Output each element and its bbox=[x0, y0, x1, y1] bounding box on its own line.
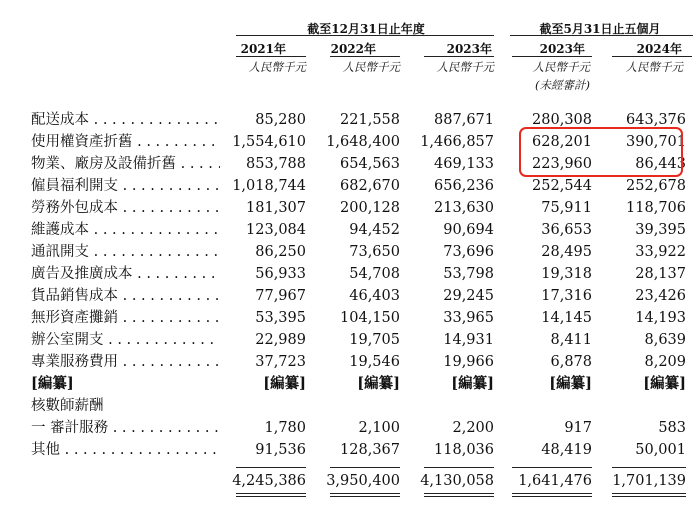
cell-depreciation-right-of-use-col5: 390,701 bbox=[626, 134, 686, 150]
cell-professional-fees-col5: 8,209 bbox=[644, 354, 686, 370]
unit-2021: 人民幣千元 bbox=[248, 60, 306, 74]
cell-maintenance-cost-col2: 94,452 bbox=[349, 222, 400, 238]
row-label-amortization-intangibles: 無形資產攤銷 . . . bbox=[31, 308, 220, 328]
row-label-office-expense: 辦公室開支 . . . bbox=[31, 330, 220, 350]
cell-delivery-cost-col4: 280,308 bbox=[532, 112, 592, 128]
cell-delivery-cost-col3: 887,671 bbox=[434, 112, 494, 128]
total-double-rule-col3-2 bbox=[424, 496, 494, 497]
cell-delivery-cost-col2: 221,558 bbox=[340, 112, 400, 128]
cell-maintenance-cost-col5: 39,395 bbox=[635, 222, 686, 238]
cell-others-col3: 118,036 bbox=[434, 442, 494, 458]
cell-depreciation-right-of-use-col1: 1,554,610 bbox=[232, 134, 306, 150]
total-top-rule-col5 bbox=[612, 467, 686, 468]
row-label-communication-expense: 通訊開支 . . . bbox=[31, 242, 220, 262]
total-top-rule-col3 bbox=[424, 467, 494, 468]
cell-communication-expense-col2: 73,650 bbox=[349, 244, 400, 260]
cell-cost-of-goods-sold-col5: 23,426 bbox=[635, 288, 686, 304]
cell-redacted-col4: [編纂] bbox=[549, 375, 592, 392]
cell-office-expense-col4: 8,411 bbox=[550, 332, 592, 348]
year-2024-five-months: 2024年 bbox=[636, 42, 682, 56]
row-label-auditor-remuneration: 核數師薪酬 bbox=[31, 398, 104, 414]
cell-office-expense-col5: 8,639 bbox=[644, 332, 686, 348]
row-label-cost-of-goods-sold: 貨品銷售成本 . . . bbox=[31, 286, 220, 306]
total-top-rule-col1 bbox=[236, 467, 306, 468]
total-top-rule-col4 bbox=[512, 467, 592, 468]
row-label-maintenance-cost: 維護成本 . . . bbox=[31, 220, 220, 240]
year-2023: 2023年 bbox=[446, 42, 492, 56]
total-value-col3: 4,130,058 bbox=[420, 473, 494, 489]
total-double-rule-col5-2 bbox=[612, 496, 686, 497]
total-double-rule-col2-2 bbox=[330, 496, 400, 497]
total-double-rule-col1-1 bbox=[236, 493, 306, 494]
cell-depreciation-ppe-col3: 469,133 bbox=[434, 156, 494, 172]
cell-maintenance-cost-col1: 123,084 bbox=[246, 222, 306, 238]
total-value-col1: 4,245,386 bbox=[232, 473, 306, 489]
year-rule-2022 bbox=[330, 56, 400, 57]
cell-audit-services-col1: 1,780 bbox=[264, 420, 306, 436]
cell-others-col5: 50,001 bbox=[635, 442, 686, 458]
unit-2023-five-months: 人民幣千元 bbox=[532, 60, 590, 74]
cell-depreciation-ppe-col2: 654,563 bbox=[340, 156, 400, 172]
cell-employee-benefits-col4: 252,544 bbox=[532, 178, 592, 194]
cell-amortization-intangibles-col1: 53,395 bbox=[255, 310, 306, 326]
cell-employee-benefits-col5: 252,678 bbox=[626, 178, 686, 194]
row-label-redacted: [編纂] bbox=[31, 375, 74, 392]
total-double-rule-col2-1 bbox=[330, 493, 400, 494]
cell-communication-expense-col4: 28,495 bbox=[541, 244, 592, 260]
cell-advertising-cost-col3: 53,798 bbox=[443, 266, 494, 282]
cell-outsourcing-cost-col5: 118,706 bbox=[626, 200, 686, 216]
year-2023-five-months: 2023年 bbox=[539, 42, 585, 56]
cell-outsourcing-cost-col2: 200,128 bbox=[340, 200, 400, 216]
total-double-rule-col5-1 bbox=[612, 493, 686, 494]
cell-depreciation-ppe-col5: 86,443 bbox=[635, 156, 686, 172]
cell-office-expense-col2: 19,705 bbox=[349, 332, 400, 348]
cell-redacted-col1: [編纂] bbox=[263, 375, 306, 392]
cell-cost-of-goods-sold-col2: 46,403 bbox=[349, 288, 400, 304]
row-label-professional-fees: 專業服務費用 . . . bbox=[31, 352, 220, 372]
cell-amortization-intangibles-col5: 14,193 bbox=[635, 310, 686, 326]
cell-maintenance-cost-col4: 36,653 bbox=[541, 222, 592, 238]
row-label-outsourcing-cost: 勞務外包成本 . . . bbox=[31, 198, 220, 218]
header-rule-year-ended bbox=[236, 35, 494, 36]
unit-2023: 人民幣千元 bbox=[436, 60, 494, 74]
cell-office-expense-col1: 22,989 bbox=[255, 332, 306, 348]
cell-advertising-cost-col1: 56,933 bbox=[255, 266, 306, 282]
total-double-rule-col3-1 bbox=[424, 493, 494, 494]
cell-cost-of-goods-sold-col4: 17,316 bbox=[541, 288, 592, 304]
unit-2024-five-months: 人民幣千元 bbox=[625, 60, 683, 74]
row-label-audit-services: 一 審計服務 . . . bbox=[31, 418, 220, 438]
cell-office-expense-col3: 14,931 bbox=[443, 332, 494, 348]
row-label-depreciation-right-of-use: 使用權資產折舊 . . . bbox=[31, 132, 220, 152]
year-rule-2021 bbox=[236, 56, 306, 57]
year-rule-2023 bbox=[424, 56, 494, 57]
header-group-five-months: 截至5月31日止五個月 bbox=[539, 22, 661, 36]
cell-others-col4: 48,419 bbox=[541, 442, 592, 458]
total-top-rule-col2 bbox=[330, 467, 400, 468]
row-label-delivery-cost: 配送成本 . . . bbox=[31, 110, 220, 130]
year-rule-2023-five-months bbox=[512, 56, 592, 57]
cell-cost-of-goods-sold-col1: 77,967 bbox=[255, 288, 306, 304]
header-group-year-ended: 截至12月31日止年度 bbox=[307, 22, 425, 36]
row-label-advertising-cost: 廣告及推廣成本 . . . bbox=[31, 264, 220, 284]
cell-others-col1: 91,536 bbox=[255, 442, 306, 458]
cell-delivery-cost-col5: 643,376 bbox=[626, 112, 686, 128]
cell-professional-fees-col3: 19,966 bbox=[443, 354, 494, 370]
cell-depreciation-right-of-use-col4: 628,201 bbox=[532, 134, 592, 150]
cell-employee-benefits-col1: 1,018,744 bbox=[232, 178, 306, 194]
cell-audit-services-col4: 917 bbox=[564, 420, 592, 436]
row-label-others: 其他 . . . bbox=[31, 440, 220, 460]
cell-redacted-col2: [編纂] bbox=[357, 375, 400, 392]
cell-amortization-intangibles-col4: 14,145 bbox=[541, 310, 592, 326]
row-label-depreciation-ppe: 物業、廠房及設備折舊 . . . bbox=[31, 154, 220, 174]
header-rule-five-months bbox=[510, 35, 693, 36]
cell-communication-expense-col5: 33,922 bbox=[635, 244, 686, 260]
total-value-col2: 3,950,400 bbox=[326, 473, 400, 489]
cell-delivery-cost-col1: 85,280 bbox=[255, 112, 306, 128]
year-rule-2024-five-months bbox=[612, 56, 692, 57]
cell-outsourcing-cost-col1: 181,307 bbox=[246, 200, 306, 216]
unaudited-note: (未經審計) bbox=[535, 78, 590, 92]
total-double-rule-col1-2 bbox=[236, 496, 306, 497]
cell-communication-expense-col3: 73,696 bbox=[443, 244, 494, 260]
unit-2022: 人民幣千元 bbox=[342, 60, 400, 74]
year-2022: 2022年 bbox=[330, 42, 376, 56]
cell-audit-services-col3: 2,200 bbox=[452, 420, 494, 436]
cell-professional-fees-col2: 19,546 bbox=[349, 354, 400, 370]
total-value-col4: 1,641,476 bbox=[518, 473, 592, 489]
cell-depreciation-right-of-use-col2: 1,648,400 bbox=[326, 134, 400, 150]
total-value-col5: 1,701,139 bbox=[612, 473, 686, 489]
cell-redacted-col3: [編纂] bbox=[451, 375, 494, 392]
cell-depreciation-ppe-col4: 223,960 bbox=[532, 156, 592, 172]
cell-amortization-intangibles-col2: 104,150 bbox=[340, 310, 400, 326]
cell-communication-expense-col1: 86,250 bbox=[255, 244, 306, 260]
total-double-rule-col4-1 bbox=[512, 493, 592, 494]
cell-advertising-cost-col2: 54,708 bbox=[349, 266, 400, 282]
cell-employee-benefits-col3: 656,236 bbox=[434, 178, 494, 194]
cell-maintenance-cost-col3: 90,694 bbox=[443, 222, 494, 238]
cell-outsourcing-cost-col4: 75,911 bbox=[541, 200, 592, 216]
cell-advertising-cost-col4: 19,318 bbox=[541, 266, 592, 282]
cell-advertising-cost-col5: 28,137 bbox=[635, 266, 686, 282]
year-2021: 2021年 bbox=[240, 42, 286, 56]
cell-audit-services-col2: 2,100 bbox=[358, 420, 400, 436]
cell-outsourcing-cost-col3: 213,630 bbox=[434, 200, 494, 216]
highlight-box bbox=[519, 127, 683, 177]
cell-others-col2: 128,367 bbox=[340, 442, 400, 458]
cell-professional-fees-col1: 37,723 bbox=[255, 354, 306, 370]
cell-amortization-intangibles-col3: 33,965 bbox=[443, 310, 494, 326]
cell-audit-services-col5: 583 bbox=[658, 420, 686, 436]
row-label-employee-benefits: 僱員福利開支 . . . bbox=[31, 176, 220, 196]
cell-depreciation-ppe-col1: 853,788 bbox=[246, 156, 306, 172]
cell-cost-of-goods-sold-col3: 29,245 bbox=[443, 288, 494, 304]
total-double-rule-col4-2 bbox=[512, 496, 592, 497]
cell-depreciation-right-of-use-col3: 1,466,857 bbox=[420, 134, 494, 150]
cell-redacted-col5: [編纂] bbox=[643, 375, 686, 392]
cell-employee-benefits-col2: 682,670 bbox=[340, 178, 400, 194]
cell-professional-fees-col4: 6,878 bbox=[550, 354, 592, 370]
